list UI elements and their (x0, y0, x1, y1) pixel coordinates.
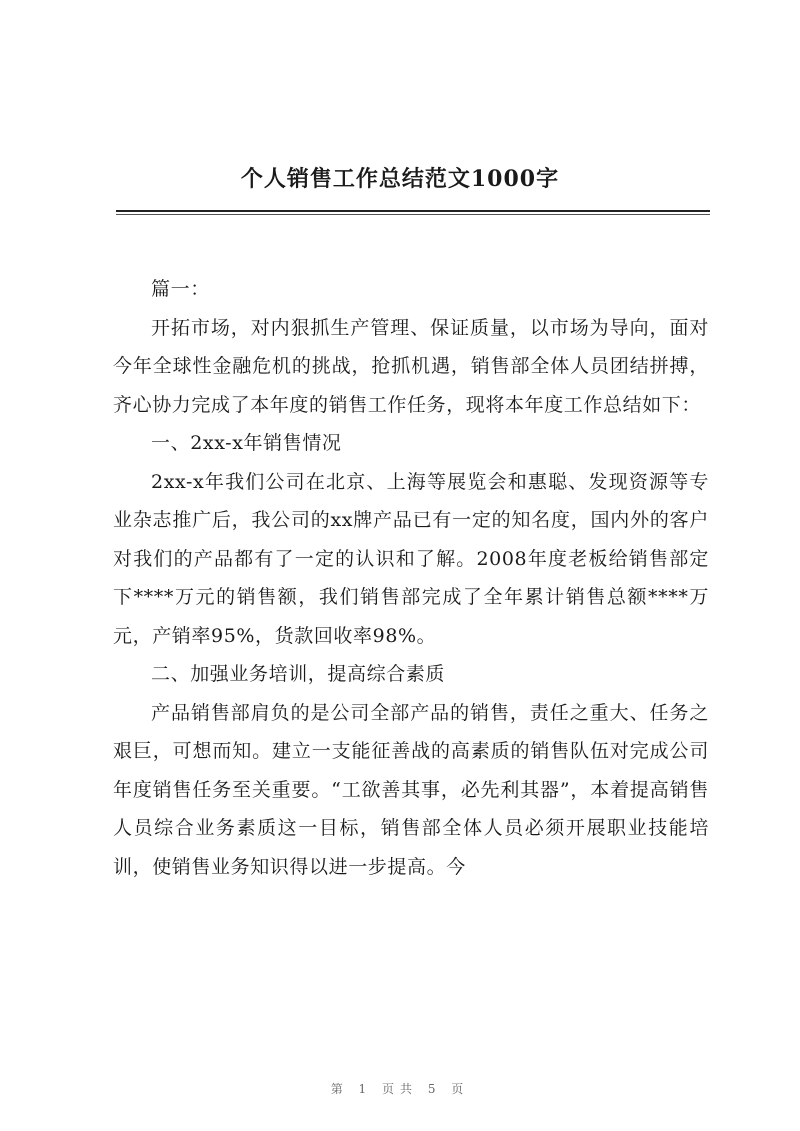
section-heading-sales-situation: 一、2xx-x年销售情况 (151, 432, 342, 454)
title-divider-thin (116, 214, 710, 215)
section-heading-part-one: 篇一： (151, 278, 210, 300)
paragraph-training: 产品销售部肩负的是公司全部产品的销售，责任之重大、任务之艰巨，可想而知。建立一支能征善战的高素质的销售队伍对完成公司年度销售任务至关重要。“工欲善其事，必先利其器”，本着提高销售人员综合业务素质这一目标，销售部全体人员必须开展职业技能培训，使销售业务知识得以进一步提高。今 (113, 701, 709, 878)
paragraph-sales-situation: 2xx-x年我们公司在北京、上海等展览会和惠聪、发现资源等专业杂志推广后，我公司的xx牌产品已有一定的知名度，国内外的客户对我们的产品都有了一定的认识和了解。2008年度老板给销售部定下****万元的销售额，我们销售部完成了全年累计销售总额****万元，产销率95%，货款回收率98%。 (113, 470, 709, 647)
page-footer: 第 1 页共 5 页 (330, 1082, 470, 1096)
page-title: 个人销售工作总结范文1000字 (240, 166, 560, 192)
document-body (113, 270, 709, 886)
paragraph-intro: 开拓市场，对内狠抓生产管理、保证质量，以市场为导向，面对今年全球性金融危机的挑战，抢抓机遇，销售部全体人员团结拼搏，齐心协力完成了本年度的销售工作任务，现将本年度工作总结如下： (113, 316, 709, 416)
section-heading-training: 二、加强业务培训，提高综合素质 (151, 663, 446, 685)
title-divider (116, 210, 710, 212)
